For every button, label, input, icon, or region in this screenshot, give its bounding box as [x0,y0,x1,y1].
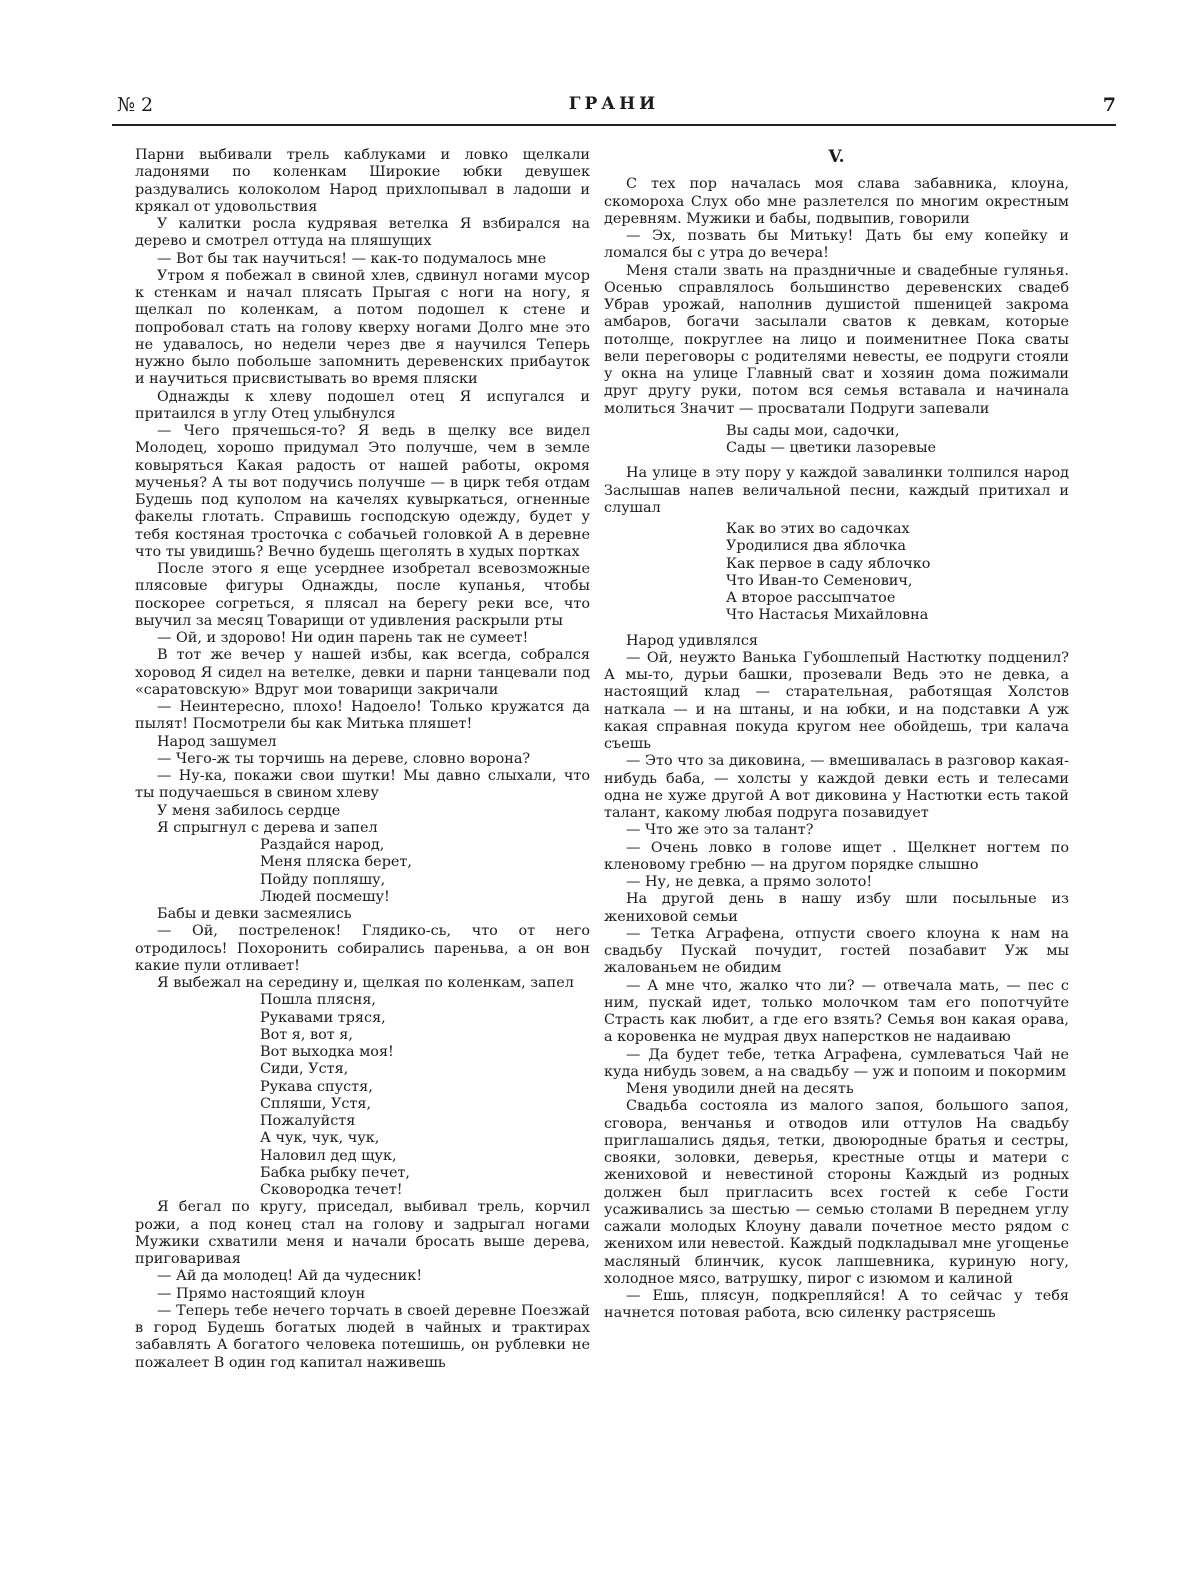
section-number: V. [828,147,845,167]
issue-number: № 2 [117,94,154,116]
paragraph: — Эх, позвать бы Митьку! Дать бы ему копейку и ломался бы с утра до вечера! [604,228,1069,262]
verse-line: Раздайся народ, [260,837,385,853]
verse-line: Сковородка течет! [260,1182,403,1198]
paragraph: Я бегал по кругу, приседал, выбивал трель, корчил рожи, а под конец стал на голову и задрыгал ногами Мужики схватили меня и начали бросать выше дерева, приговаривая [135,1199,590,1267]
verse-line: Как во этих во садочках [726,521,910,537]
paragraph: — А мне что, жалко что ли? — отвечала мать, — пес с ним, пускай идет, только молочком там его попотчуйте Страсть как любит, а где его взять? Семья вон какая орава, а коровенка не мудрая двух наперстков не надаиваю [604,977,1069,1046]
paragraph: — Ай да молодец! Ай да чудесник! [157,1268,423,1285]
verse-line: Сиди, Устя, [260,1061,349,1078]
paragraph: Я выбежал на середину и, щелкая по коленкам, запел [157,975,574,991]
paragraph: — Чего-ж ты торчишь на дереве, словно ворона? [157,750,531,767]
paragraph: Свадьба состояла из малого запоя, большого запоя, сговора, венчанья и отводов или оттулов На свадьбу приглашались дядья, тетки, двоюродные братья и сестры, свояки, золовки, деверья, крестные отцы и матери с жениховой и невестиной стороны Каждый из родных должен был пригласить всех гостей к себе Гости усаживались за шестью — семью столами В переднем углу сажали молодых Клоуну давали почетное место рядом с женихом или невестой. Каждый подкладывал мне угощенье масляный блинчик, кусок лапшевника, куриную ногу, холодное мясо, ватрушку, пирог с изюмом и калиной [604,1098,1069,1287]
header-rule [112,124,1116,126]
page-header [112,94,1116,124]
paragraph: В тот же вечер у нашей избы, как всегда, собрался хоровод Я сидел на ветелке, девки и парни танцевали под «саратовскую» Вдруг мои товарищи закричали [135,647,590,698]
verse-line: Пожалуйстя [260,1113,356,1129]
paragraph: — Очень ловко в голове ищет . Щелкнет ногтем по кленовому гребню — на другом порядке слышно [604,839,1069,873]
paragraph: — Ой, постреленок! Глядико-сь, что от него отродилось! Похоронить собирались пареньва, а он вон какие пули отливает! [135,923,590,974]
paragraph: — Что же это за талант? [626,822,814,839]
verse-line: Как первое в саду яблочко [726,555,931,572]
paragraph: У меня забилось сердце [157,802,341,819]
paragraph: — Прямо настоящий клоун [157,1285,366,1302]
verse-line: Что Иван-то Семенович, [726,572,913,589]
verse-line: Рукавами тряся, [260,1009,386,1026]
verse-line: Уродилися два яблочка [726,538,906,555]
verse-line: Бабка рыбку печет, [260,1164,411,1181]
verse-line: Вы сады мои, садочки, [726,422,900,439]
paragraph: Парни выбивали трель каблуками и ловко щелкали ладонями по коленкам Широкие юбки девушек раздувались колоколом Народ прихлопывал в ладоши и крякал от удовольствия [135,147,590,215]
paragraph: Я спрыгнул с дерева и запел [157,819,378,836]
verse-line: Рукава спустя, [260,1078,373,1095]
verse-line: Людей посмешу! [260,888,390,905]
verse-line: Наловил дед щук, [260,1147,397,1164]
paragraph: У калитки росла кудрявая ветелка Я взбирался на дерево и смотрел оттуда на пляшущих [135,216,590,250]
verse-line: Вот выходка моя! [260,1044,394,1060]
paragraph: — Ой, неужто Ванька Губошлепый Настютку подценил? А мы-то, дурьи башки, прозевали Ведь это не девка, а настоящий клад — старательная, работящая Холстов наткала — и на штаны, и на юбки, и на подставки А уж какая справная покуда кругом нее обойдешь, три калача съешь [604,649,1069,752]
paragraph: На другой день в нашу избу шли посыльные из жениховой семьи [604,891,1069,925]
right-column [604,147,1069,1323]
page-number: 7 [1102,94,1116,116]
verse-line: Сады — цветики лазоревые [726,440,937,456]
paragraph: Народ удивлялся [626,632,758,649]
paragraph: — Тетка Аграфена, отпусти своего клоуна к нам на свадьбу Пускай почудит, гостей позабавит Уж мы жалованьем не обидим [604,925,1069,977]
verse-block [135,837,590,906]
verse-line: Пойду попляшу, [260,871,386,888]
verse-line: Меня пляска берет, [260,854,412,871]
paragraph: Меня уводили дней на десять [626,1081,854,1097]
paragraph: — Чего прячешься-то? Я ведь в щелку все видел Молодец, хорошо придумал Это получше, чем в земле ковыряться Какая радость от нашей работы, окромя мученья? А ты вот подучись получше — в цирк тебя отдам Будешь под куполом на качелях кувыркаться, огненные факелы глотать. Справишь господскую одежду, будет у тебя костяная тросточка с собачьей головкой А в деревне что ты увидишь? Вечно будешь щеголять в худых портках [135,423,590,560]
paragraph: Меня стали звать на праздничные и свадебные гулянья. Осенью справлялось большинство деревенских свадеб Убрав урожай, наполнив душистой пшеницей закрома амбаров, богачи засылали сватов к девкам, которые потолще, покруглее на лицо и поименитнее Пока сваты вели переговоры с родителями невесты, ее подруги стояли у окна на улице Главный сват и хозяин дома пожимали друг другу руки, потом вся семья вставала и начинала молиться Значит — просватали Подруги запевали [604,262,1069,417]
paragraph: Утром я побежал в свиной хлев, сдвинул ногами мусор к стенкам и начал плясать Прыгая с ноги на ногу, я щелкал по коленкам, а потом подошел к стене и попробовал стать на голову кверху ногами Долго мне это не удавалось, но недели через две я научился Теперь нужно было побольше запомнить деревенских прибауток и научиться присвистывать во время пляски [135,267,590,388]
paragraph: — Ну-ка, покажи свои шутки! Мы давно слыхали, что ты подучаешься в свином хлеву [135,768,590,802]
paragraph: — Теперь тебе нечего торчать в своей деревне Поезжай в город Будешь богатых людей в чайных и трактирах забавлять А богатого человека потешишь, он рублевки не пожалеет В один год капитал наживешь [135,1302,590,1371]
paragraph: — Да будет тебе, тетка Аграфена, сумлеваться Чай не куда нибудь зовем, а на свадьбу — уж и попоим и покормим [604,1046,1069,1080]
paragraph: Народ зашумел [157,733,277,750]
paragraph: — Ешь, плясун, подкрепляйся! А то сейчас у тебя начнется потовая работа, всю силенку растрясешь [604,1288,1069,1322]
verse-line: Вот я, вот я, [260,1026,353,1043]
verse-line: А чук, чук, чук, [260,1130,380,1147]
verse-line: Пошла плясня, [260,992,377,1009]
paragraph: Однажды к хлеву подошел отец Я испугался и притаился в углу Отец улыбнулся [135,388,590,422]
left-column [135,147,590,1372]
paragraph: — Ну, не девка, а прямо золото! [626,874,873,890]
paragraph: — Вот бы так научиться! — как-то подумалось мне [157,250,547,267]
verse-line: Что Настасья Михайловна [726,607,929,624]
paragraph: После этого я еще усерднее изобретал всевозможные плясовые фигуры Однажды, после купанья, чтобы поскорее согреться, я плясал на берегу реки все, что выучил за месяц Товарищи от удивления раскрыли рты [135,561,590,629]
paragraph: На улице в эту пору у каждой завалинки толпился народ Заслышав напев величальной песни, каждый притихал и слушал [604,465,1069,516]
paragraph: — Ой, и здорово! Ни один парень так не сумеет! [157,630,529,646]
verse-block [604,423,1069,458]
journal-title: ГРАНИ [568,94,660,114]
paragraph: С тех пор началась моя слава забавника, клоуна, скомороха Слух обо мне разлетелся по многим окрестным деревням. Мужики и бабы, подвыпив, говорили [604,176,1069,227]
verse-line: А второе рассыпчатое [726,590,896,606]
paragraph: Бабы и девки засмеялись [157,906,352,922]
verse-block [604,521,1069,625]
paragraph: — Это что за диковина, — вмешивалась в разговор какая-нибудь баба, — холсты у каждой девки есть и телесами одна не хуже другой А вот диковина у Настютки есть такой талант, какому любая подруга позавидует [604,753,1069,821]
paragraph: — Неинтересно, плохо! Надоело! Только кружатся да пылят! Посмотрели бы как Митька пляшет! [135,699,590,733]
verse-line: Спляши, Устя, [260,1095,372,1112]
verse-block [135,992,590,1199]
